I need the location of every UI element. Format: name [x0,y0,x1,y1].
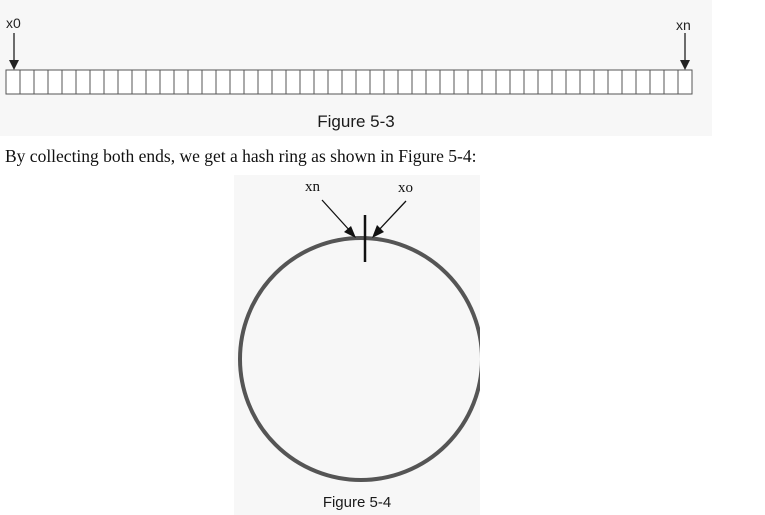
hash-slot [622,70,636,94]
hash-slot [636,70,650,94]
hash-slot [594,70,608,94]
xn-arrow [322,200,356,238]
hash-slot [90,70,104,94]
hash-slot [342,70,356,94]
hash-slot [580,70,594,94]
figure-5-4 [234,175,480,515]
hash-ring-diagram [234,175,480,515]
hash-slot [230,70,244,94]
hash-slot [300,70,314,94]
hash-slot [328,70,342,94]
figure-caption: Figure 5-3 [317,112,395,131]
hash-slot [174,70,188,94]
xn-arrow [680,33,690,70]
hash-slot [482,70,496,94]
figure-5-3 [0,0,712,136]
hash-slot [76,70,90,94]
hash-slot [566,70,580,94]
hash-ring [240,238,480,480]
hash-slot [384,70,398,94]
hash-slot [608,70,622,94]
hash-slot [6,70,20,94]
hash-slot [188,70,202,94]
hash-slot [48,70,62,94]
hash-slot [216,70,230,94]
hash-slot [650,70,664,94]
x0-label: x0 [6,15,21,31]
hash-slot [678,70,692,94]
hash-slot [454,70,468,94]
hash-slot-row [6,70,692,94]
hash-slot [62,70,76,94]
hash-slot [552,70,566,94]
hash-slot [244,70,258,94]
hash-slot [370,70,384,94]
hash-slot [356,70,370,94]
hash-slot [398,70,412,94]
hash-slot [272,70,286,94]
hash-slot [524,70,538,94]
xn-label: xn [305,179,320,195]
hash-slot [132,70,146,94]
xo-arrow [372,201,406,238]
xo-label: xo [398,180,413,196]
hash-slot [118,70,132,94]
figure-caption: Figure 5-4 [322,494,392,511]
hash-slot [286,70,300,94]
hash-slot [314,70,328,94]
hash-slot [160,70,174,94]
hash-slot [496,70,510,94]
x0-arrow [9,33,19,70]
hash-slot [426,70,440,94]
hash-slot [412,70,426,94]
hash-slot [258,70,272,94]
hash-slot [510,70,524,94]
hash-slot [664,70,678,94]
hash-slot [104,70,118,94]
body-paragraph: By collecting both ends, we get a hash ring as shown in Figure 5-4: [5,146,477,166]
hash-slot [20,70,34,94]
hash-slot [34,70,48,94]
hash-slot [202,70,216,94]
hash-slot [146,70,160,94]
xn-label: xn [676,17,691,33]
hash-slot [538,70,552,94]
hash-slot [468,70,482,94]
hash-slot [440,70,454,94]
